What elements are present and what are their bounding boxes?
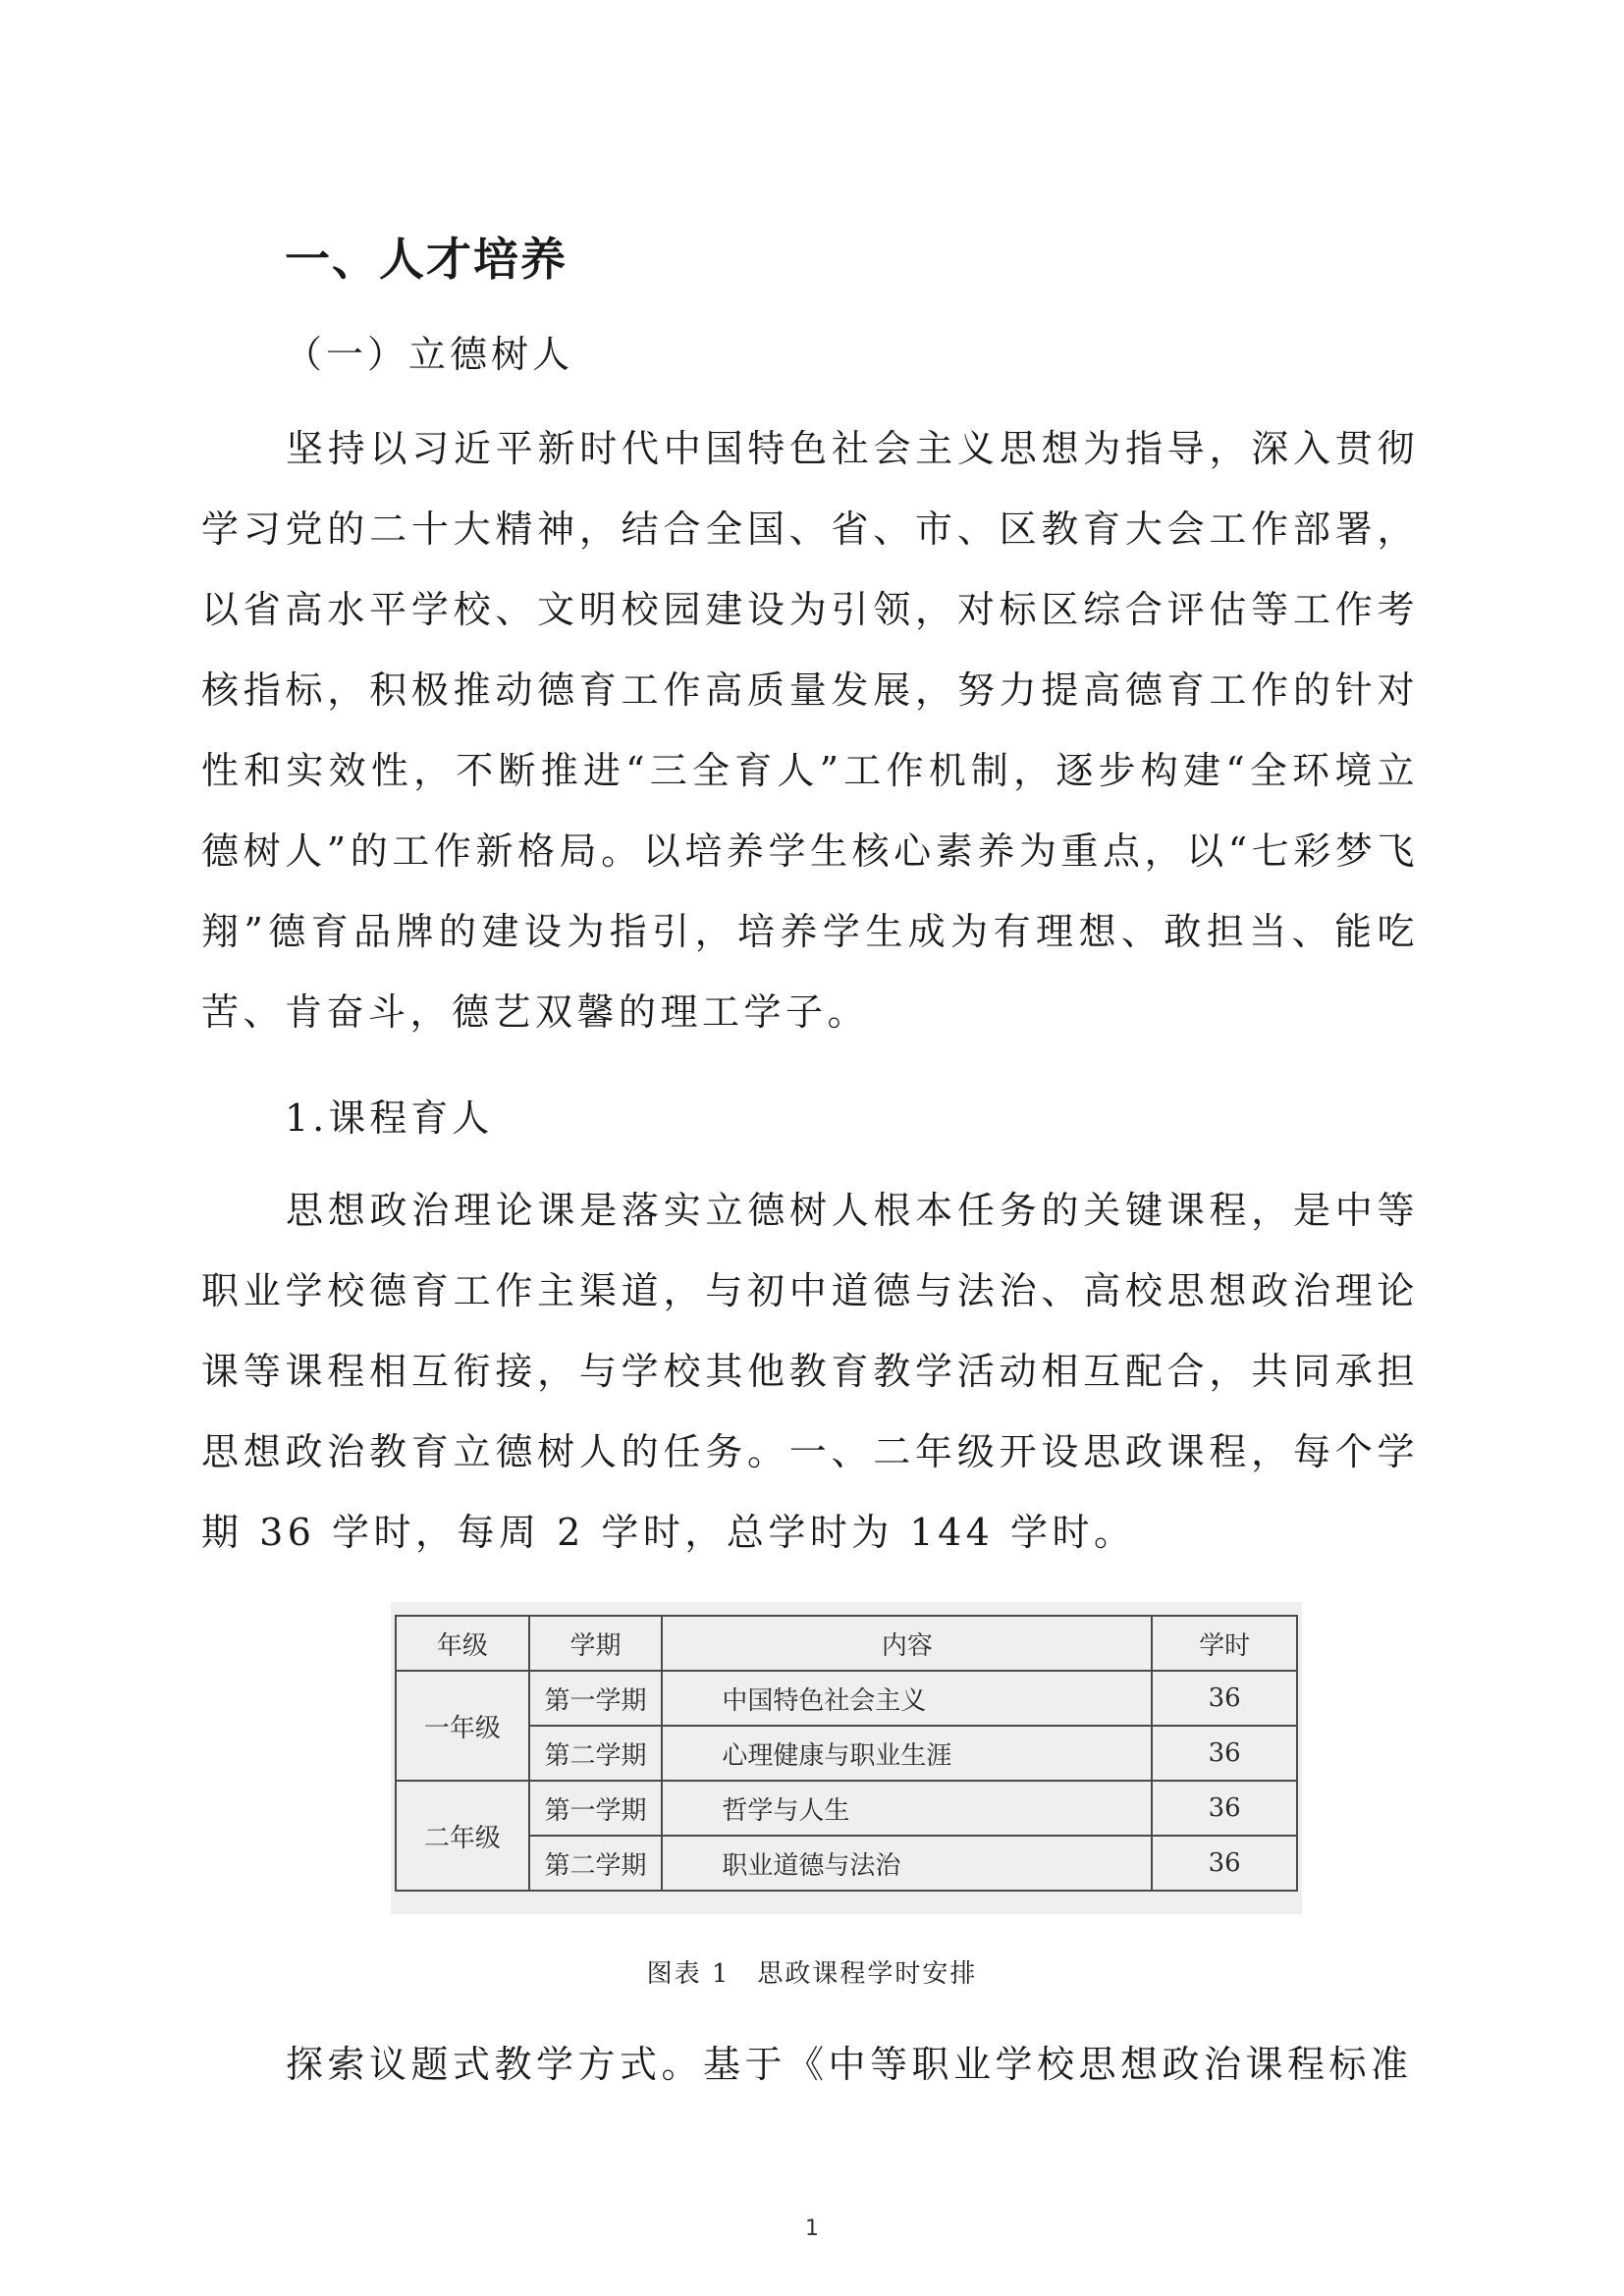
table-cell-hours: 36 bbox=[1152, 1781, 1297, 1836]
table-cell-content: 哲学与人生 bbox=[662, 1781, 1152, 1836]
paragraph-moral-education: 坚持以习近平新时代中国特色社会主义思想为指导，深入贯彻学习党的二十大精神，结合全国、省、市、区教育大会工作部署，以省高水平学校、文明校园建设为引领，对标区综合评估等工作考核指标，积极推动德育工作高质量发展，努力提高德育工作的针对性和实效性，不断推进“三全育人”工作机制，逐步构建“全环境立德树人”的工作新格局。以培养学生核心素养为重点，以“七彩梦飞翔”德育品牌的建设为指引，培养学生成为有理想、敢担当、能吃苦、肯奋斗，德艺双馨的理工学子。 bbox=[201, 427, 1419, 1034]
table-row bbox=[396, 1726, 1297, 1781]
table-header-grade: 年级 bbox=[396, 1616, 529, 1671]
page-number: 1 bbox=[805, 2216, 819, 2241]
table-cell-term: 第一学期 bbox=[529, 1671, 663, 1726]
table-cell-hours: 36 bbox=[1152, 1671, 1297, 1726]
table-cell-content: 心理健康与职业生涯 bbox=[662, 1726, 1152, 1781]
course-hours-table-figure bbox=[391, 1602, 1302, 1914]
table-cell-grade: 一年级 bbox=[396, 1671, 529, 1781]
table-cell-grade: 二年级 bbox=[396, 1781, 529, 1891]
table-caption: 图表 1 思政课程学时安排 bbox=[646, 1959, 978, 1989]
paragraph-topic-based-teaching: 探索议题式教学方式。基于《中等职业学校思想政治课程标准 bbox=[286, 2043, 1413, 2086]
item-title-course-education: 1.课程育人 bbox=[285, 1096, 494, 1140]
table-row bbox=[396, 1836, 1297, 1891]
subsection-title: （一）立德树人 bbox=[285, 333, 574, 376]
paragraph-ideological-courses: 思想政治理论课是落实立德树人根本任务的关键课程，是中等职业学校德育工作主渠道，与初中道德与法治、高校思想政治理论课等课程相互衔接，与学校其他教育教学活动相互配合，共同承担思想政治教育立德树人的任务。一、二年级开设思政课程，每个学期 36 学时，每周 2 学时，总学时为 144 学时。 bbox=[201, 1189, 1419, 1554]
table-cell-term: 第一学期 bbox=[529, 1781, 663, 1836]
table-cell-term: 第二学期 bbox=[529, 1836, 663, 1891]
table-header-term: 学期 bbox=[529, 1616, 663, 1671]
table-cell-term: 第二学期 bbox=[529, 1726, 663, 1781]
table-cell-hours: 36 bbox=[1152, 1726, 1297, 1781]
table-row bbox=[396, 1671, 1297, 1726]
table-cell-content: 中国特色社会主义 bbox=[662, 1671, 1152, 1726]
table-row bbox=[396, 1781, 1297, 1836]
table-header-row bbox=[396, 1616, 1297, 1671]
table-header-hours: 学时 bbox=[1152, 1616, 1297, 1671]
table-cell-hours: 36 bbox=[1152, 1836, 1297, 1891]
table-cell-content: 职业道德与法治 bbox=[662, 1836, 1152, 1891]
table-header-content: 内容 bbox=[662, 1616, 1152, 1671]
course-hours-table bbox=[395, 1615, 1298, 1892]
section-title: 一、人才培养 bbox=[285, 233, 568, 286]
